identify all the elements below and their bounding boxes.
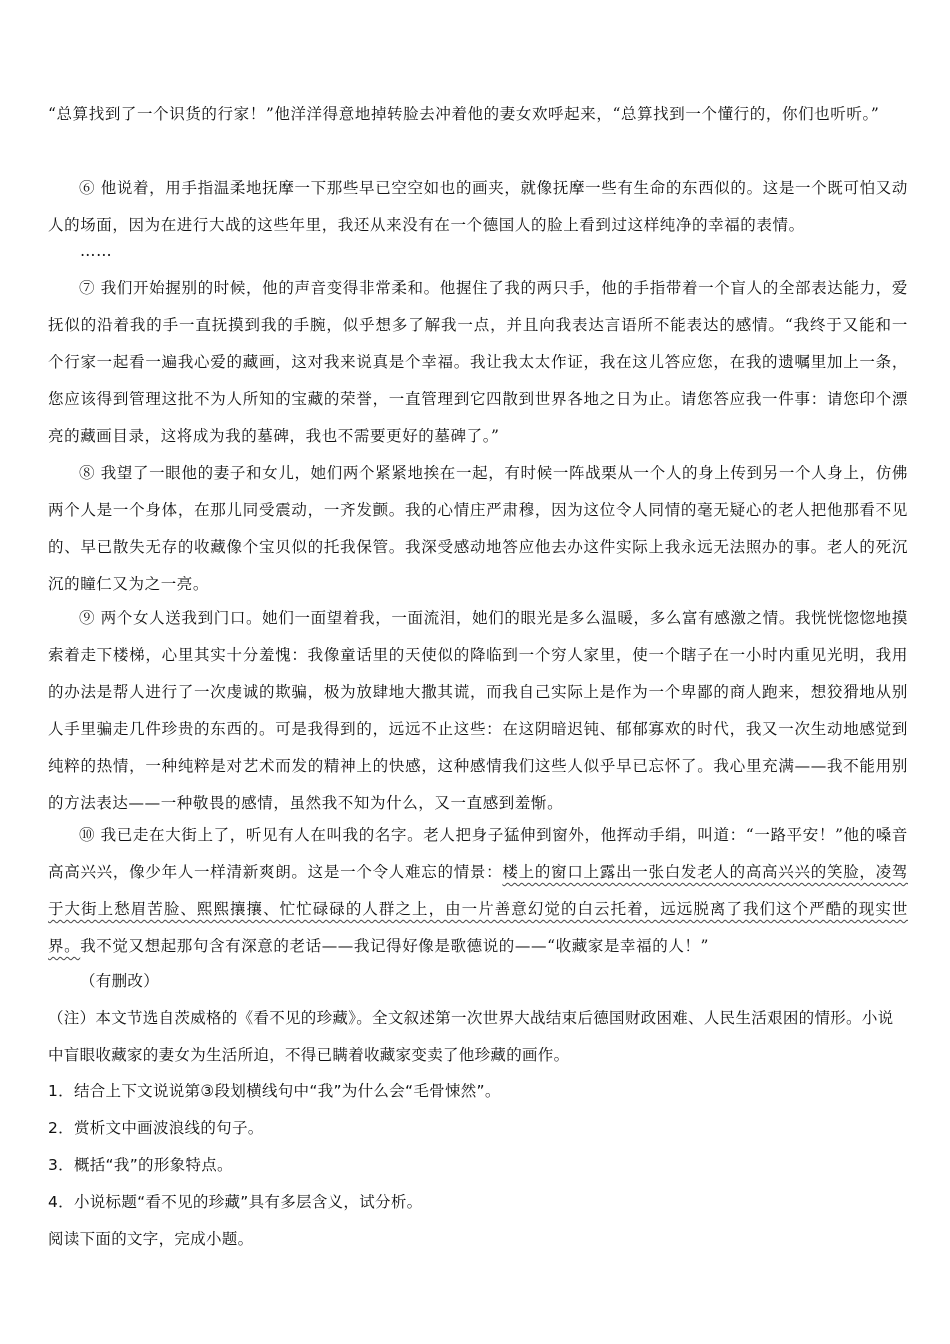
- question-2: 2．赏析文中画波浪线的句子。: [48, 1119, 264, 1137]
- paragraph-quote: “总算找到了一个识货的行家！”他洋洋得意地掉转脸去冲着他的妻女欢呼起来，“总算找到一个懂行的，你们也听听。”: [48, 105, 880, 123]
- edited-note: （有删改）: [80, 972, 160, 990]
- paragraph-10-end: 我不觉又想起那句含有深意的老话——我记得好像是歌德说的——“收藏家是幸福的人！”: [80, 937, 710, 955]
- ellipsis: ……: [80, 242, 113, 260]
- paragraph-8: ⑧ 我望了一眼他的妻子和女儿，她们两个紧紧地挨在一起，有时候一阵战栗从一个人的身上传到另一个人身上，仿佛两个人是一个身体，在那儿同受震动，一齐发颤。我的心情庄严肃穆，因为这位令人同情的毫无疑心的老人把他那看不见的、早已散失无存的收藏像个宝贝似的托我保管。我深受感动地答应他去办这件实际上我永远无法照办的事。老人的死沉沉的瞳仁又为之一亮。: [48, 464, 908, 593]
- wavy-underlined-sentence: 楼上的窗口上露出一张白发老人的高高兴兴的笑脸，凌驾于大街上愁眉苦脸、熙熙攘攘、忙忙碌碌的人群之上，由一片善意幻觉的白云托着，远远脱离了我们这个严酷的现实世界。: [48, 863, 908, 955]
- paragraph-7: ⑦ 我们开始握别的时候，他的声音变得非常柔和。他握住了我的两只手，他的手指带着一个盲人的全部表达能力，爱抚似的沿着我的手一直抚摸到我的手腕，似乎想多了解我一点，并且向我表达言语所不能表达的感情。“我终于又能和一个行家一起看一遍我心爱的藏画，这对我来说真是个幸福。我让我太太作证，我在这儿答应您，在我的遗嘱里加上一条，您应该得到管理这批不为人所知的宝藏的荣誉，一直管理到它四散到世界各地之日为止。请您答应我一件事：请您印个漂亮的藏画目录，这将成为我的墓碑，我也不需要更好的墓碑了。”: [48, 279, 908, 445]
- paragraph-9: ⑨ 两个女人送我到门口。她们一面望着我，一面流泪，她们的眼光是多么温暖，多么富有感激之情。我恍恍惚惚地摸索着走下楼梯，心里其实十分羞愧：我像童话里的天使似的降临到一个穷人家里，使一个瞎子在一小时内重见光明，我用的办法是帮人进行了一次虔诚的欺骗，极为放肆地大撒其谎，而我自己实际上是作为一个卑鄙的商人跑来，想狡猾地从别人手里骗走几件珍贵的东西的。可是我得到的，远远不止这些：在这阴暗迟钝、郁郁寡欢的时代，我又一次生动地感觉到纯粹的热情，一种纯粹是对艺术而发的精神上的快感，这种感情我们这些人似乎早已忘怀了。我心里充满——我不能用别的方法表达——一种敬畏的感情，虽然我不知为什么，又一直感到羞惭。: [48, 609, 908, 812]
- question-4: 4．小说标题“看不见的珍藏”具有多层含义，试分析。: [48, 1193, 423, 1211]
- paragraph-10-start: ⑩ 我已走在大街上了，听见有人在叫我的名字。老人把身子猛伸到窗外，他挥动手绢，叫道：“一路平安！”他的嗓音高高兴兴，像少年人一样清新爽朗。这是一个令人难忘的情景：: [48, 826, 908, 881]
- question-3: 3．概括“我”的形象特点。: [48, 1156, 233, 1174]
- paragraph-6: ⑥ 他说着，用手指温柔地抚摩一下那些早已空空如也的画夹，就像抚摩一些有生命的东西似的。这是一个既可怕又动人的场面，因为在进行大战的这些年里，我还从来没有在一个德国人的脸上看到过这样纯净的幸福的表情。: [48, 179, 908, 234]
- question-1: 1．结合上下文说说第③段划横线句中“我”为什么会“毛骨悚然”。: [48, 1082, 501, 1100]
- paragraph-10: [48, 817, 908, 965]
- reading-instruction: 阅读下面的文字，完成小题。: [48, 1230, 254, 1248]
- annotation-note: （注）本文节选自茨威格的《看不见的珍藏》。全文叙述第一次世界大战结束后德国财政困难、人民生活艰困的情形。小说中盲眼收藏家的妻女为生活所迫，不得已瞒着收藏家变卖了他珍藏的画作。: [48, 1009, 894, 1064]
